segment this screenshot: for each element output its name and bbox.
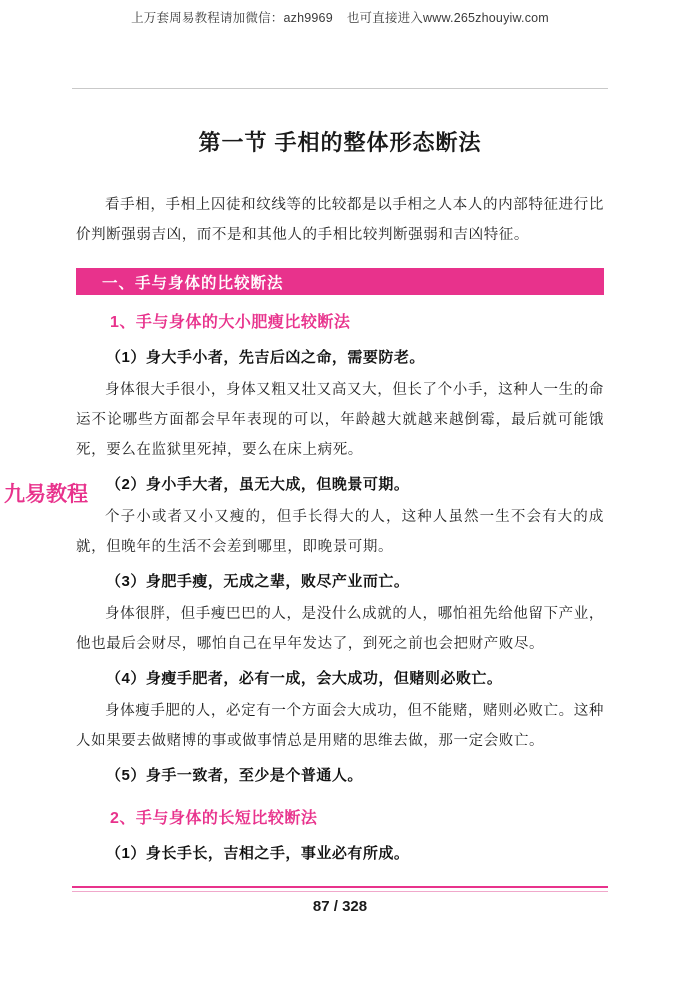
item-head-1: （1）身大手小者，先吉后凶之命，需要防老。 [106,349,425,366]
subheading-1: 1、手与身体的大小肥瘦比较断法 [110,314,351,331]
item-head-3: （3）身肥手瘦，无成之辈，败尽产业而亡。 [106,573,410,590]
page-title: 第一节 手相的整体形态断法 [198,130,482,155]
watermark-left-text: 上万套周易教程请加微信：azh9969 [131,11,333,25]
item-head-2: （2）身小手大者，虽无大成，但晚景可期。 [106,476,410,493]
subheading-2: 2、手与身体的长短比较断法 [110,810,318,827]
document-body [76,190,604,871]
item-head-5: （5）身手一致者，至少是个普通人。 [106,767,363,784]
item-body-3: 身体很胖，但手瘦巴巴的人，是没什么成就的人，哪怕祖先给他留下产业，他也最后会财尽，哪怕自己在早年发达了，到死之前也会把财产败尽。 [76,606,604,652]
footer-divider-secondary [72,891,608,892]
watermark-right-text: 也可直接进入www.265zhouyiw.com [346,11,549,25]
header-divider [72,88,608,89]
section-heading-bar [76,268,604,295]
item-body-4: 身体瘦手肥的人，必定有一个方面会大成功，但不能赌，赌则必败亡。这种人如果要去做赌博的事或做事情总是用赌的思维去做，那一定会败亡。 [76,703,604,749]
footer-divider-primary [72,886,608,888]
section-heading-label: 一、手与身体的比较断法 [102,274,284,292]
item-body-2: 个子小或者又小又瘦的，但手长得大的人，这种人虽然一生不会有大的成就，但晚年的生活不会差到哪里，即晚景可期。 [76,509,604,555]
item-head-last: （1）身长手长，吉相之手，事业必有所成。 [106,845,410,862]
publisher-logo-stamp: 九易教程 [4,483,88,506]
item-head-4: （4）身瘦手肥者，必有一成，会大成功，但赌则必败亡。 [106,670,503,687]
page-number: 87 / 328 [312,898,368,915]
intro-paragraph: 看手相，手相上囚徒和纹线等的比较都是以手相之人本人的内部特征进行比价判断强弱吉凶，而不是和其他人的手相比较判断强弱和吉凶特征。 [76,197,604,243]
item-body-1: 身体很大手很小，身体又粗又壮又高又大，但长了个小手，这种人一生的命运不论哪些方面都会早年表现的可以，年龄越大就越来越倒霉，最后就可能饿死，要么在监狱里死掉，要么在床上病死。 [76,382,604,458]
watermark-header [0,8,680,26]
